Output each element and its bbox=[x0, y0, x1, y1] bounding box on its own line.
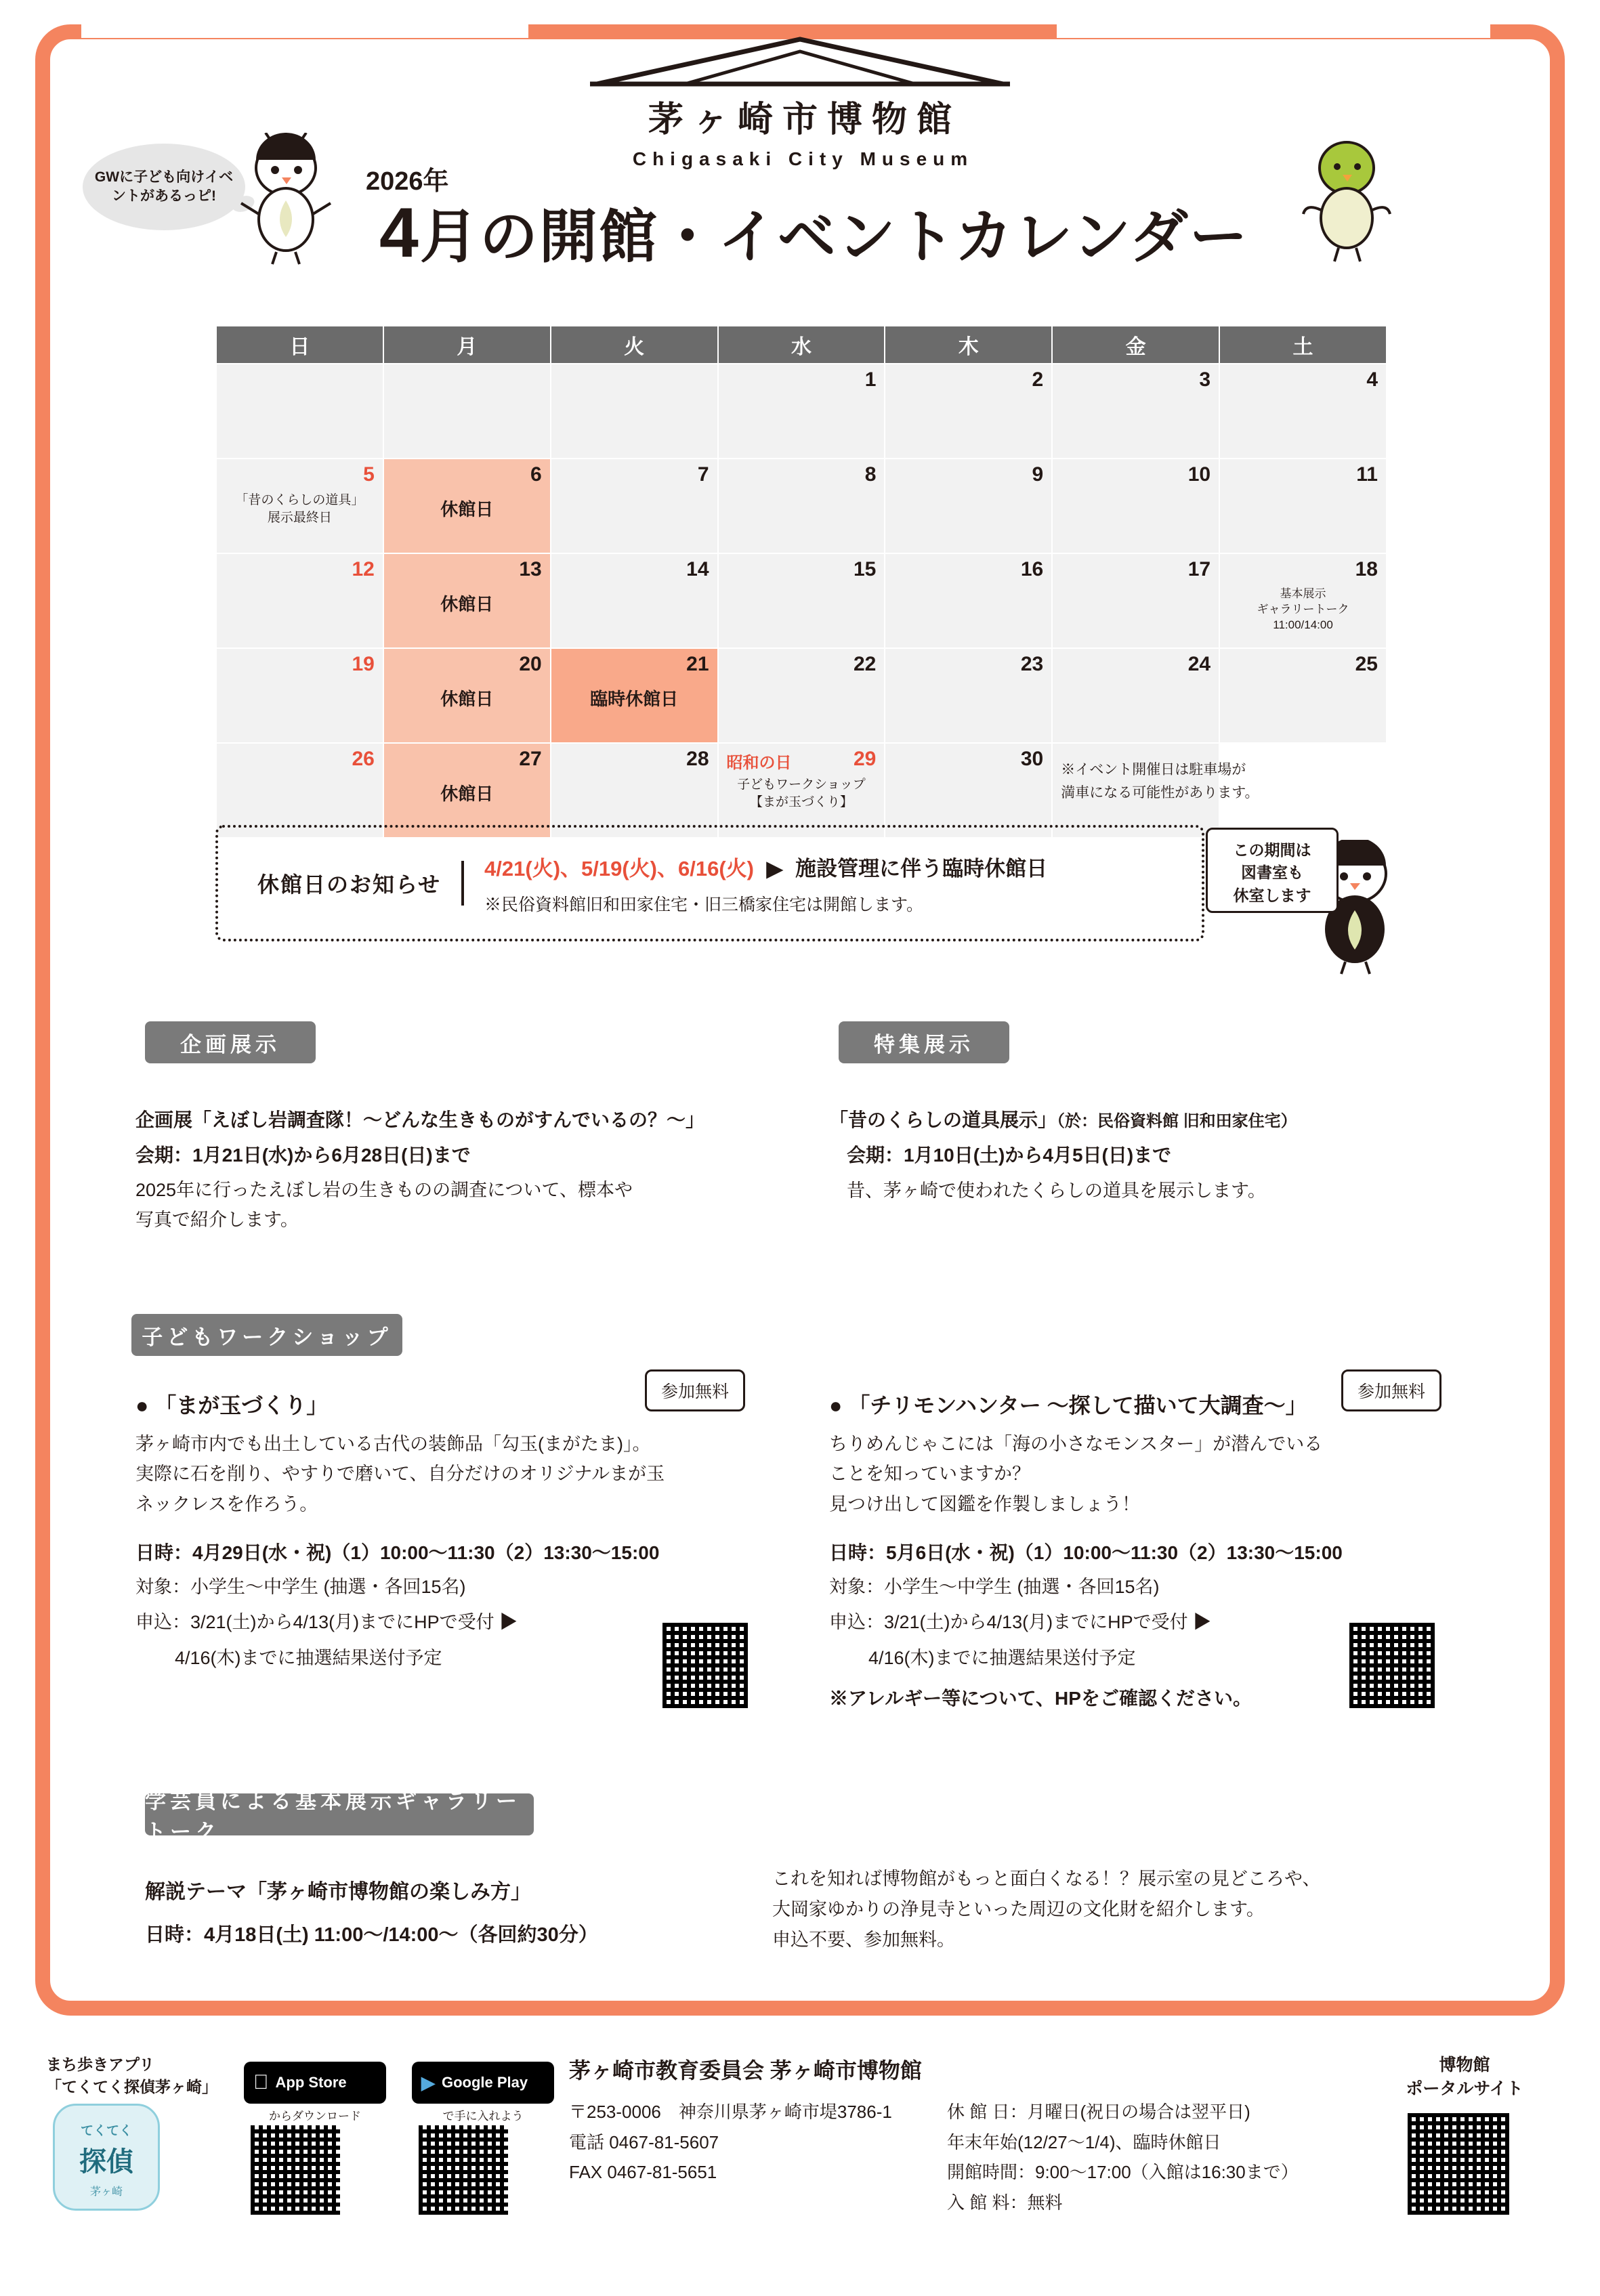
day-number: 23 bbox=[1020, 653, 1044, 675]
day-number: 9 bbox=[1032, 463, 1044, 486]
roof-icon bbox=[583, 34, 1017, 87]
tekuteku-app-icon bbox=[53, 2104, 160, 2211]
qr-code-workshop-left[interactable] bbox=[662, 1623, 748, 1708]
tokushu-period: 会期：1月10日(土)から4月5日(日)まで bbox=[847, 1145, 1172, 1166]
calendar-day-cell bbox=[216, 743, 383, 838]
calendar-day-cell bbox=[885, 364, 1052, 459]
hours-block: 休 館 日：月曜日(祝日の場合は翌平日) 年末年始(12/27〜1/4)、臨時休館日 開館時間：9:00〜17:00（入館は16:30まで） 入 館 料：無料 bbox=[947, 2102, 1299, 2213]
title-month: 4 bbox=[379, 194, 420, 272]
workshop-target: 対象：小学生〜中学生 (抽選・各回15名) bbox=[829, 1576, 1160, 1597]
day-number: 12 bbox=[352, 558, 375, 580]
logo-english: Chigasaki City Museum bbox=[632, 148, 974, 169]
day-number: 26 bbox=[352, 748, 375, 770]
calendar-day-cell bbox=[551, 553, 718, 648]
workshop-apply-result: 4/16(木)までに抽選結果送付予定 bbox=[868, 1647, 1136, 1668]
calendar-parking-note bbox=[1052, 743, 1259, 838]
day-event-note: 基本展示 ギャラリートーク 11:00/14:00 bbox=[1257, 587, 1349, 631]
calendar-week-row bbox=[216, 364, 1387, 459]
calendar-day-cell bbox=[718, 553, 885, 648]
notice-sub: ※民俗資料館旧和田家住宅・旧三橋家住宅は開館します。 bbox=[484, 895, 924, 914]
kikaku-period: 会期：1月21日(水)から6月28日(日)まで bbox=[135, 1145, 471, 1166]
calendar-day-cell bbox=[551, 459, 718, 553]
workshop-datetime: 日時：4月29日(水・祝)（1）10:00〜11:30（2）13:30〜15:00 bbox=[135, 1542, 660, 1563]
calendar-day-cell bbox=[383, 553, 551, 648]
closed-days-notice bbox=[215, 825, 1204, 941]
gallery-talk-datetime: 日時：4月18日(土) 11:00〜/14:00〜（各回約30分） bbox=[145, 1924, 598, 1946]
calendar-day-cell bbox=[718, 648, 885, 743]
calendar-day-cell bbox=[1219, 364, 1387, 459]
weekday-mon: 月 bbox=[383, 326, 551, 364]
day-number: 25 bbox=[1355, 653, 1378, 675]
calendar-day-cell bbox=[1219, 648, 1387, 743]
organization-name: 茅ヶ崎市教育委員会 茅ヶ崎市博物館 bbox=[569, 2058, 922, 2083]
day-number: 11 bbox=[1356, 463, 1378, 486]
calendar-day-cell bbox=[216, 459, 383, 553]
calendar-day-cell bbox=[383, 459, 551, 553]
calendar-week-row bbox=[216, 553, 1387, 648]
day-number: 18 bbox=[1355, 558, 1378, 580]
day-event-note: 「昔のくらしの道具」 展示最終日 bbox=[235, 493, 364, 525]
calendar-day-cell bbox=[1052, 553, 1219, 648]
weekday-thu: 木 bbox=[885, 326, 1052, 364]
notice-title: 休館日のお知らせ bbox=[257, 872, 442, 897]
bird-mascot-icon bbox=[238, 133, 340, 272]
free-participation-badge-right: 参加無料 bbox=[1341, 1369, 1441, 1411]
kikaku-exhibit-block bbox=[135, 1105, 786, 1235]
notice-divider bbox=[461, 861, 464, 906]
workshop-apply: 申込：3/21(土)から4/13(月)までにHPで受付 ▶ bbox=[829, 1612, 1212, 1633]
kikaku-description: 2025年に行ったえぼし岩の生きものの調査について、標本や 写真で紹介します。 bbox=[135, 1180, 633, 1230]
calendar-day-cell bbox=[383, 648, 551, 743]
app-icon-line2: 探偵 bbox=[79, 2147, 133, 2177]
workshop-title: 「チリモンハンター 〜探して描いて大調査〜」 bbox=[848, 1393, 1307, 1418]
year-label: 2026年 bbox=[366, 167, 449, 196]
closed-label: 休館日 bbox=[440, 594, 494, 614]
calendar-empty-cell bbox=[551, 364, 718, 459]
qr-code-google-play[interactable] bbox=[419, 2125, 508, 2215]
speech-bubble-text: GWに子ども向けイベントがあるっピ! bbox=[94, 169, 234, 204]
calendar-empty-cell bbox=[383, 364, 551, 459]
workshop-datetime: 日時：5月6日(水・祝)（1）10:00〜11:30（2）13:30〜15:00 bbox=[829, 1542, 1343, 1563]
calendar-day-cell bbox=[885, 459, 1052, 553]
calendar-day-cell bbox=[885, 743, 1052, 838]
calendar-day-cell bbox=[1052, 459, 1219, 553]
tokushu-exhibit-block bbox=[829, 1105, 1507, 1202]
apple-icon bbox=[253, 2071, 269, 2094]
logo-japanese: 茅ヶ崎市博物館 bbox=[648, 100, 961, 140]
app-store-label: App Store bbox=[260, 2074, 332, 2091]
day-number: 19 bbox=[352, 653, 375, 675]
day-number: 27 bbox=[519, 748, 542, 770]
workshop-bullet-icon: ● bbox=[829, 1393, 843, 1418]
calendar-day-cell bbox=[383, 743, 551, 838]
calendar-week-row bbox=[216, 459, 1387, 553]
museum-logo bbox=[495, 34, 1105, 170]
address-block: 〒253-0006 神奈川県茅ヶ崎市堤3786-1 電話 0467-81-5607 FAX 0467-81-5651 bbox=[569, 2102, 892, 2183]
day-number: 17 bbox=[1187, 558, 1211, 580]
day-number: 5 bbox=[363, 463, 375, 486]
footer bbox=[0, 2039, 1600, 2296]
library-closed-badge bbox=[1206, 828, 1339, 913]
calendar-day-cell bbox=[885, 553, 1052, 648]
calendar-day-cell bbox=[551, 648, 718, 743]
calendar-day-cell bbox=[885, 648, 1052, 743]
section-heading-kikaku: 企画展示 bbox=[145, 1021, 316, 1063]
workshop-description: 茅ヶ崎市内でも出土している古代の装飾品「勾玉(まがたま)」。 実際に石を削り、やすりで磨いて、自分だけのオリジナルまが玉 ネックレスを作ろう。 bbox=[135, 1434, 665, 1514]
google-play-label: Google Play bbox=[442, 2074, 528, 2091]
portal-label: 博物館 ポータルサイト bbox=[1406, 2056, 1523, 2098]
section-heading-gallery-talk: 学芸員による基本展示ギャラリートーク bbox=[145, 1793, 534, 1835]
holiday-name: 昭和の日 bbox=[726, 754, 792, 772]
play-triangle-icon: ▶ bbox=[421, 2072, 435, 2093]
calendar-week-row bbox=[216, 648, 1387, 743]
calendar-header-row bbox=[216, 326, 1387, 364]
google-play-sub: で手に入れよう bbox=[442, 2110, 524, 2123]
workshop-bullet-icon: ● bbox=[135, 1393, 149, 1418]
app-icon-line1: てくてく bbox=[80, 2124, 132, 2138]
weekday-sun: 日 bbox=[216, 326, 383, 364]
gallery-talk-description: これを知れば博物館がもっと面白くなる！？展示室の見どころや、 大岡家ゆかりの浄見寺といった周辺の文化財を紹介します。 申込不要、参加無料。 bbox=[772, 1869, 1321, 1950]
calendar-day-cell bbox=[1219, 553, 1387, 648]
day-number: 1 bbox=[864, 368, 877, 391]
day-number: 22 bbox=[854, 653, 877, 675]
day-number: 6 bbox=[530, 463, 542, 486]
green-bird-mascot-icon bbox=[1301, 135, 1395, 268]
page-title bbox=[379, 190, 1249, 274]
closed-label: 休館日 bbox=[440, 784, 494, 804]
frame-notch-right bbox=[1057, 15, 1490, 38]
workshop-target: 対象：小学生〜中学生 (抽選・各回15名) bbox=[135, 1576, 466, 1597]
frame-notch-left bbox=[81, 15, 528, 38]
notice-dates: 4/21(火)、5/19(火)、6/16(火) bbox=[484, 856, 754, 880]
calendar-day-cell bbox=[1219, 459, 1387, 553]
closed-label: 休館日 bbox=[440, 499, 494, 519]
closed-label: 臨時休館日 bbox=[590, 689, 679, 709]
qr-code-workshop-right[interactable] bbox=[1349, 1623, 1435, 1708]
notice-body bbox=[484, 851, 1047, 916]
workshop-apply: 申込：3/21(土)から4/13(月)までにHPで受付 ▶ bbox=[135, 1612, 518, 1633]
calendar-day-cell bbox=[718, 743, 885, 838]
google-play-button[interactable] bbox=[412, 2062, 554, 2104]
workshop-allergy-alert: ※アレルギー等について、HPをご確認ください。 bbox=[829, 1688, 1252, 1709]
app-store-button[interactable] bbox=[244, 2062, 386, 2104]
day-number: 14 bbox=[686, 558, 709, 580]
triangle-icon: ▶ bbox=[766, 856, 783, 880]
calendar-body bbox=[216, 364, 1387, 838]
tokushu-description: 昔、茅ヶ崎で使われたくらしの道具を展示します。 bbox=[847, 1181, 1266, 1201]
workshop-apply-result: 4/16(木)までに抽選結果送付予定 bbox=[175, 1647, 442, 1668]
app-label: まち歩きアプリ 「てくてく探偵茅ヶ崎」 bbox=[46, 2056, 217, 2096]
free-participation-badge-left: 参加無料 bbox=[645, 1369, 745, 1411]
day-number: 20 bbox=[519, 653, 542, 675]
section-heading-kodomo-workshop: 子どもワークショップ bbox=[131, 1314, 402, 1356]
calendar-day-cell bbox=[718, 459, 885, 553]
closed-label: 休館日 bbox=[440, 689, 494, 709]
day-number: 21 bbox=[686, 653, 709, 675]
day-number: 3 bbox=[1199, 368, 1211, 391]
day-number: 2 bbox=[1032, 368, 1044, 391]
weekday-fri: 金 bbox=[1052, 326, 1219, 364]
day-number: 28 bbox=[686, 748, 709, 770]
qr-code-portal[interactable] bbox=[1408, 2113, 1509, 2215]
workshop-title: 「まが玉づくり」 bbox=[154, 1393, 329, 1418]
workshop-description: ちりめんじゃこには「海の小さなモンスター」が潜んでいる ことを知っていますか？ 見つけ出して図鑑を作製しましょう！ bbox=[829, 1434, 1323, 1514]
calendar-day-cell bbox=[718, 364, 885, 459]
event-calendar bbox=[215, 325, 1387, 838]
day-number: 10 bbox=[1187, 463, 1211, 486]
calendar-week-row bbox=[216, 743, 1387, 838]
section-heading-tokushu: 特集展示 bbox=[839, 1021, 1009, 1063]
calendar-day-cell bbox=[1052, 364, 1219, 459]
qr-code-app-store[interactable] bbox=[251, 2125, 340, 2215]
kikaku-title: 企画展「えぼし岩調査隊！〜どんな生きものがすんでいるの？〜」 bbox=[135, 1109, 705, 1130]
day-number: 7 bbox=[697, 463, 709, 486]
day-number: 4 bbox=[1366, 368, 1378, 391]
day-number: 15 bbox=[854, 558, 877, 580]
title-rest: 月の開館・イベントカレンダー bbox=[419, 205, 1249, 270]
tokushu-title-sub: （於：民俗資料館 旧和田家住宅） bbox=[1057, 1112, 1297, 1130]
day-number: 16 bbox=[1020, 558, 1044, 580]
weekday-sat: 土 bbox=[1219, 326, 1387, 364]
app-store-sub: からダウンロード bbox=[269, 2110, 361, 2123]
app-icon-line3: 茅ヶ崎 bbox=[89, 2186, 123, 2198]
notice-reason: 施設管理に伴う臨時休館日 bbox=[795, 856, 1048, 880]
gallery-talk-theme: 解説テーマ「茅ヶ崎市博物館の楽しみ方」 bbox=[145, 1881, 531, 1903]
day-number: 8 bbox=[864, 463, 877, 486]
orange-frame bbox=[35, 24, 1565, 2016]
calendar-day-cell bbox=[1052, 648, 1219, 743]
day-number: 29 bbox=[854, 748, 877, 770]
weekday-wed: 水 bbox=[718, 326, 885, 364]
day-number: 13 bbox=[519, 558, 542, 580]
speech-bubble bbox=[83, 144, 245, 230]
day-event-note: 子どもワークショップ 【まが玉づくり】 bbox=[737, 778, 866, 809]
tokushu-title: 「昔のくらしの道具展示」 bbox=[829, 1109, 1057, 1130]
calendar-empty-cell bbox=[216, 364, 383, 459]
calendar-day-cell bbox=[216, 648, 383, 743]
gallery-talk-left bbox=[145, 1875, 755, 1947]
day-number: 30 bbox=[1020, 748, 1044, 770]
weekday-tue: 火 bbox=[551, 326, 718, 364]
calendar-day-cell bbox=[551, 743, 718, 838]
library-closed-badge-text: この期間は 図書室も 休室します bbox=[1233, 841, 1311, 904]
parking-note-text: ※イベント開催日は駐車場が 満車になる可能性があります。 bbox=[1061, 762, 1259, 801]
day-number: 24 bbox=[1187, 653, 1211, 675]
calendar-day-cell bbox=[216, 553, 383, 648]
